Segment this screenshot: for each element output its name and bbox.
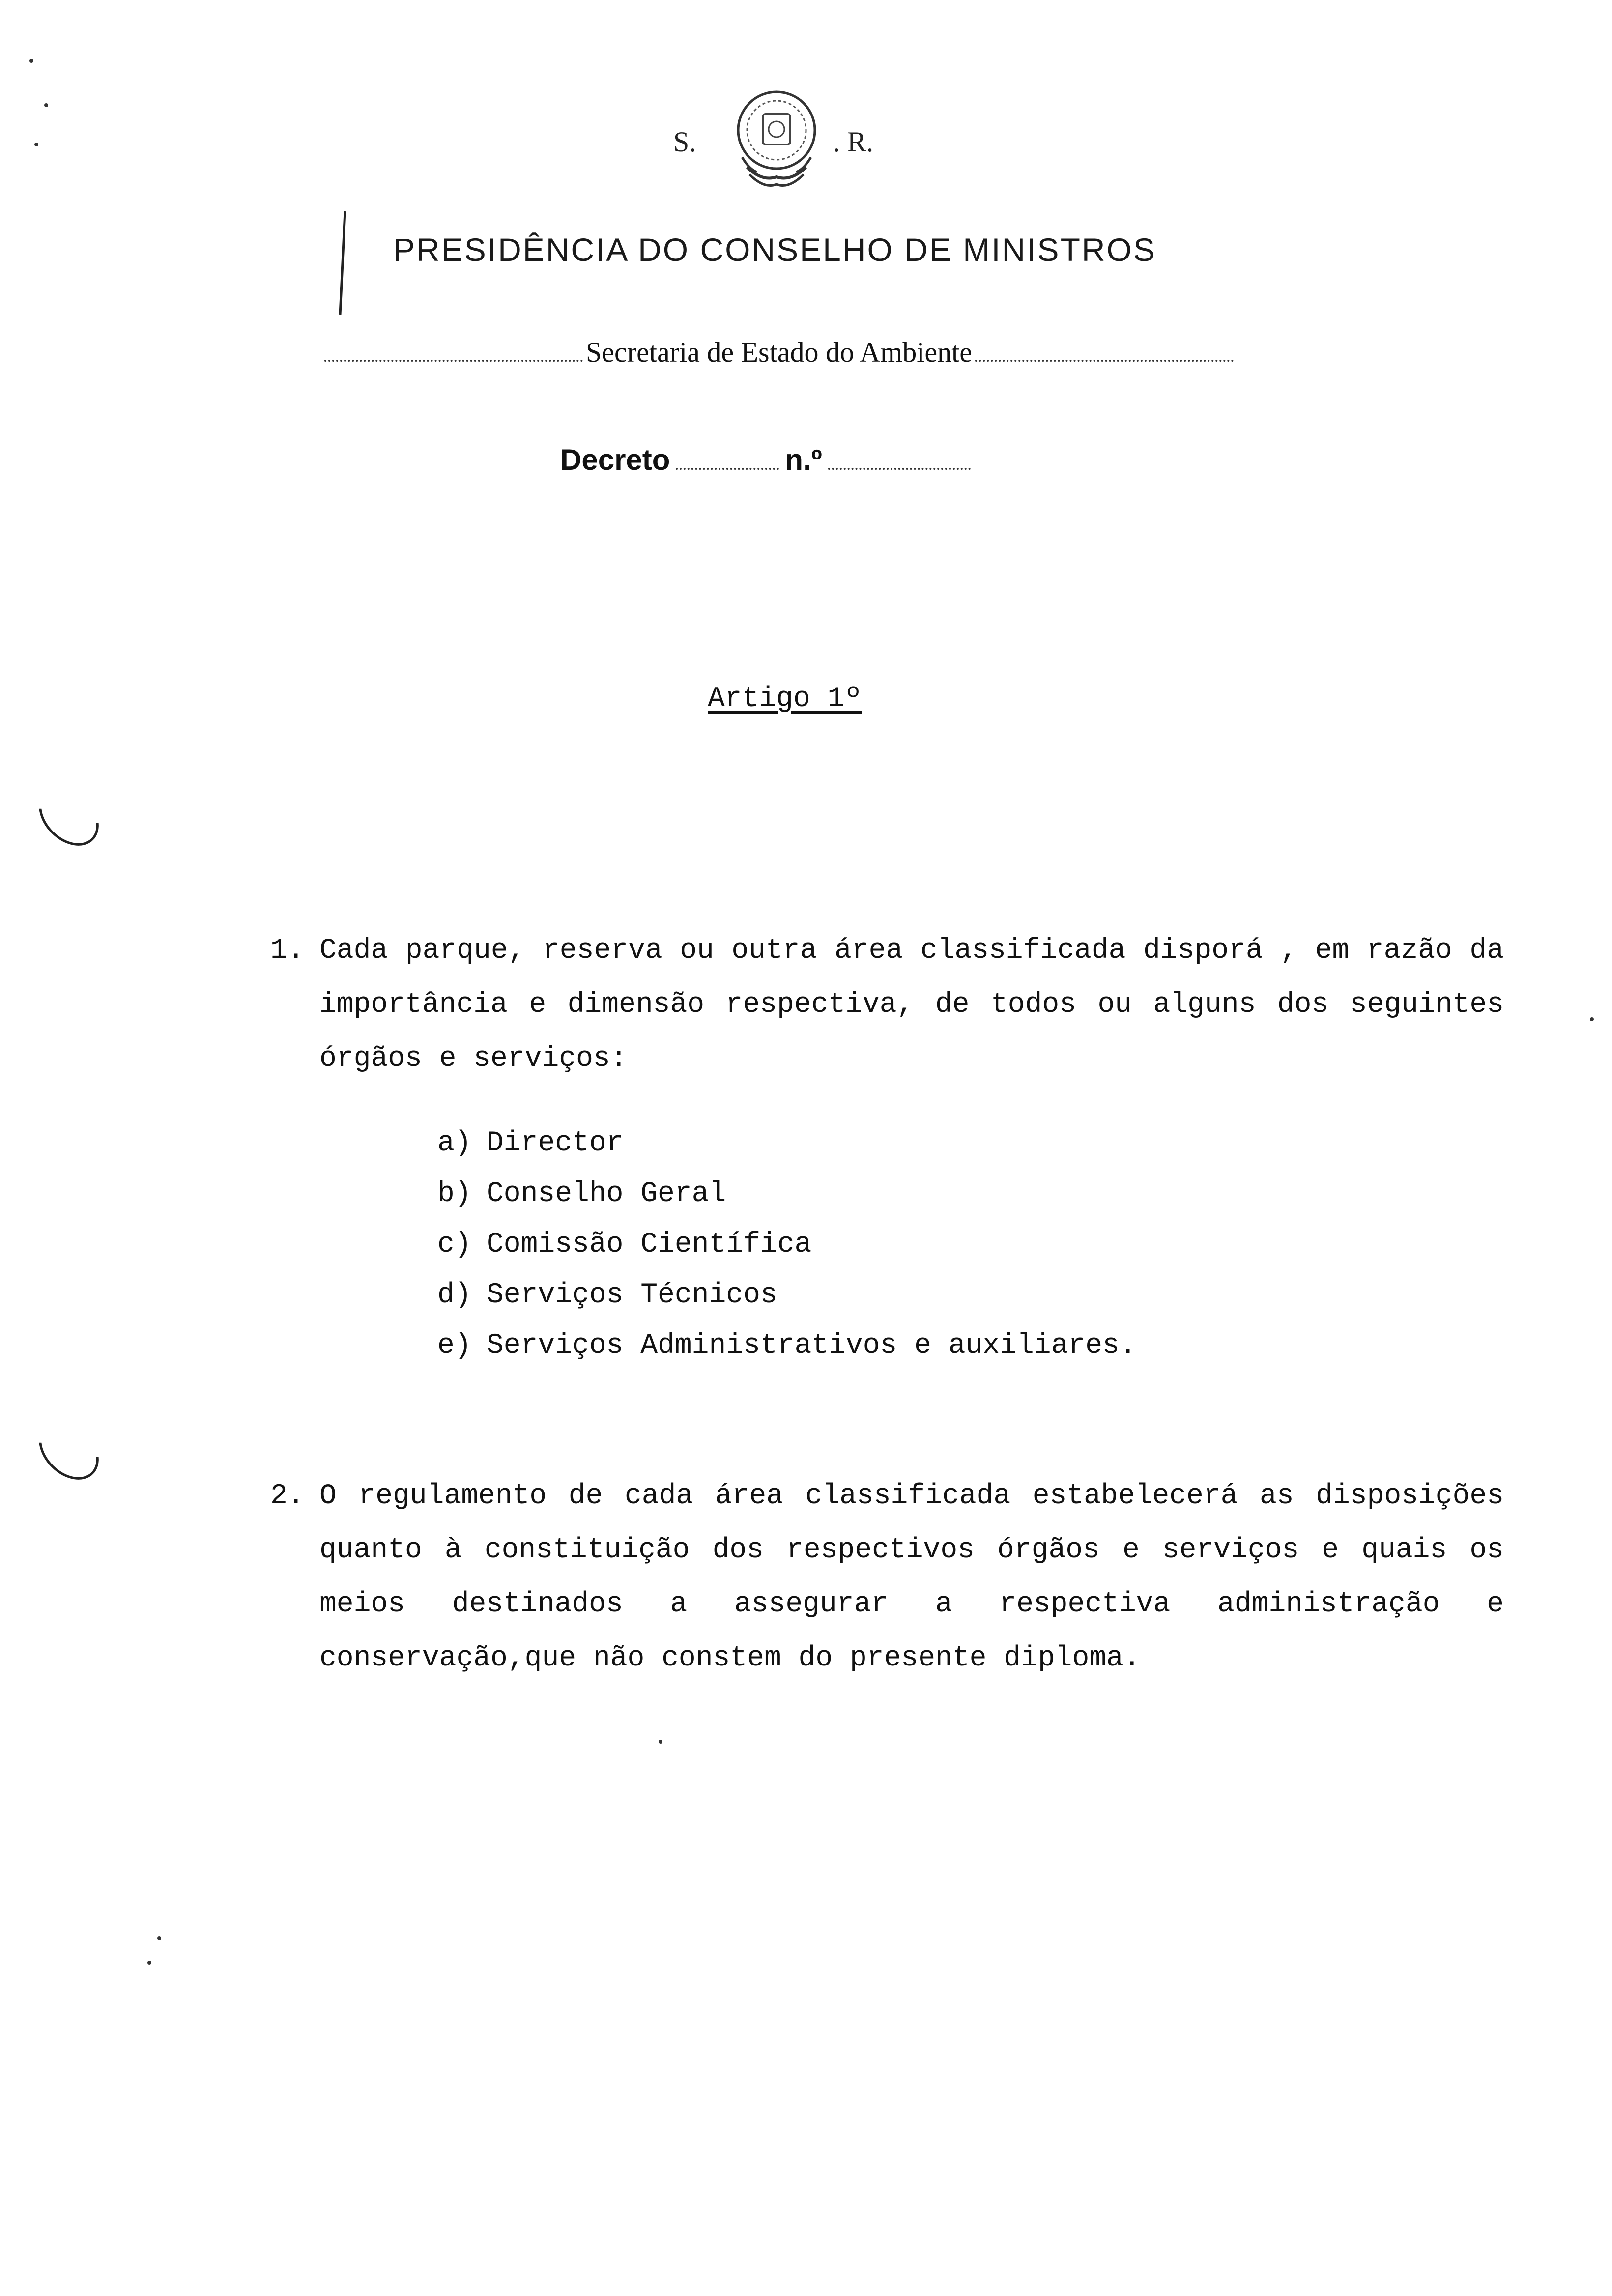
- scan-speck: [147, 1961, 151, 1965]
- list-item-text: Conselho Geral: [487, 1178, 726, 1210]
- seal-letter-s: S.: [673, 126, 696, 158]
- punch-hole-mark: [27, 1408, 111, 1492]
- scan-speck: [34, 143, 38, 146]
- list-item-text: Serviços Técnicos: [487, 1279, 777, 1311]
- list-item-text: Serviços Administrativos e auxiliares.: [487, 1330, 1137, 1362]
- scan-speck: [659, 1740, 662, 1744]
- list-item: [437, 1118, 1322, 1169]
- scan-speck: [29, 59, 33, 63]
- article-title: Artigo 1º: [708, 683, 862, 715]
- list-item-text: Comissão Científica: [487, 1229, 812, 1261]
- scan-speck: [1590, 1017, 1594, 1021]
- decree-line: [560, 437, 1003, 477]
- handwritten-slash-mark: [339, 211, 346, 315]
- seal-letter-r: . R.: [833, 126, 874, 158]
- leader-dots: [975, 359, 1234, 362]
- scan-speck: [44, 103, 48, 107]
- ministry-heading: PRESIDÊNCIA DO CONSELHO DE MINISTROS: [393, 231, 1156, 268]
- list-item-letter: b): [437, 1178, 472, 1210]
- list-item: [437, 1219, 1322, 1270]
- list-item: [437, 1169, 1322, 1219]
- list-item-letter: c): [437, 1229, 472, 1261]
- paragraph-number: 1.: [270, 935, 305, 967]
- secretariat-line: [324, 334, 1234, 369]
- decree-number-blank: [828, 467, 971, 470]
- paragraph-1: [270, 924, 1504, 1086]
- decree-blank: [676, 467, 779, 470]
- scan-speck: [157, 1936, 161, 1940]
- paragraph-2: [270, 1469, 1504, 1686]
- republic-seal-icon: [727, 84, 826, 197]
- paragraph-text: O regulamento de cada área classificada estabelecerá as disposições quanto à constituição dos respectivos órgãos e serviços e quais os meios destinados a assegurar a respectiva administração e conservação,que não constem do presente diploma.: [319, 1480, 1504, 1674]
- decree-label: Decreto: [560, 443, 670, 476]
- list-item: [437, 1270, 1322, 1320]
- paragraph-number: 2.: [270, 1480, 305, 1512]
- secretariat-name: Secretaria de Estado do Ambiente: [586, 336, 972, 368]
- list-item-text: Director: [487, 1127, 624, 1159]
- list-item: [437, 1320, 1322, 1371]
- punch-hole-mark: [27, 774, 111, 858]
- list-item-letter: e): [437, 1330, 472, 1362]
- leader-dots: [324, 359, 583, 362]
- list-item-letter: d): [437, 1279, 472, 1311]
- decree-number-label: n.º: [785, 443, 822, 476]
- organs-list: [437, 1118, 1322, 1371]
- paragraph-text: Cada parque, reserva ou outra área classificada disporá , em razão da importância e dimensão respectiva, de todos ou alguns dos seguintes órgãos e serviços:: [319, 935, 1504, 1075]
- list-item-letter: a): [437, 1127, 472, 1159]
